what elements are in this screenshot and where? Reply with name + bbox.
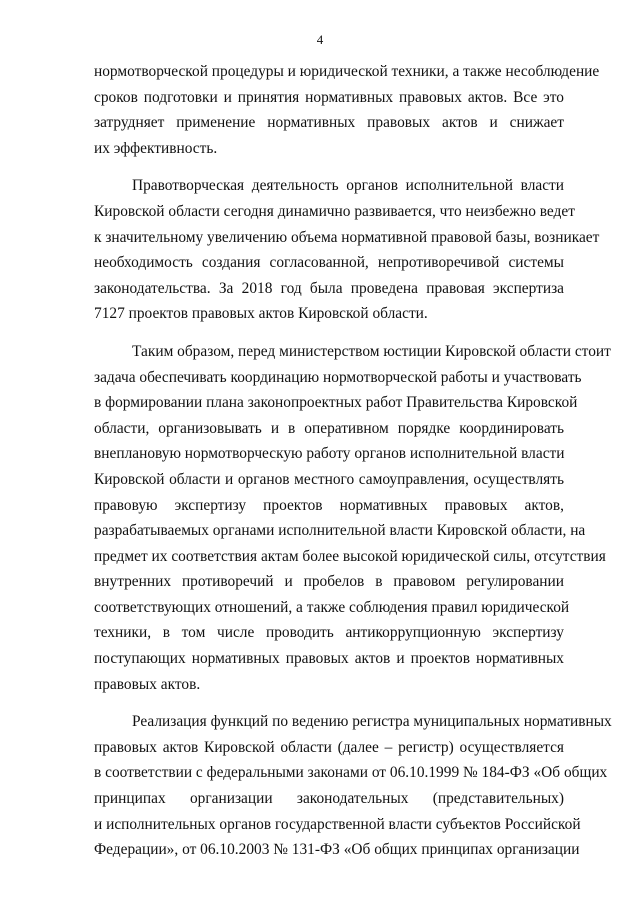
paragraph-4 (94, 709, 612, 863)
text-line: нормотворческой процедуры и юридической техники, а также несоблюдение (94, 63, 600, 80)
text-line: области, организовывать и в оперативном порядке координировать (94, 419, 564, 437)
text-line: сроков подготовки и принятия нормативных правовых актов. Все это (94, 88, 564, 106)
text-line: Кировской области и органов местного самоуправления, осуществлять (94, 470, 564, 488)
paragraph-1 (94, 59, 600, 161)
text-line: соответствующих отношений, а также соблюдения правил юридической (94, 598, 570, 616)
text-line: задача обеспечивать координацию нормотворческой работы и участвовать (94, 368, 582, 386)
text-line: правовых актов. (94, 675, 201, 693)
text-line: необходимость создания согласованной, непротиворечивой системы (94, 254, 564, 272)
paragraph-2 (94, 173, 600, 327)
page-number: 4 (316, 32, 324, 47)
text-line: внеплановую нормотворческую работу органов исполнительной власти (94, 445, 565, 463)
text-line: предмет их соответствия актам более высокой юридической силы, отсутствия (94, 547, 606, 565)
text-line: законодательства. За 2018 год была проведена правовая экспертиза (94, 279, 564, 297)
text-line: Кировской области сегодня динамично развивается, что неизбежно ведет (94, 202, 575, 220)
text-line: Правотворческая деятельность органов исполнительной власти (132, 177, 564, 195)
text-line: внутренних противоречий и пробелов в правовом регулировании (94, 573, 564, 591)
text-line: техники, в том числе проводить антикоррупционную экспертизу (94, 624, 564, 642)
text-line: правовую экспертизу проектов нормативных правовых актов, (94, 496, 564, 514)
text-line: разрабатываемых органами исполнительной власти Кировской области, на (94, 522, 586, 540)
text-line: в соответствии с федеральными законами от 06.10.1999 № 184-ФЗ «Об общих (94, 764, 608, 782)
text-line: Таким образом, перед министерством юстиции Кировской области стоит (132, 342, 611, 360)
document-body (94, 59, 612, 863)
text-line: 7127 проектов правовых актов Кировской области. (94, 305, 428, 323)
text-line: их эффективность. (94, 139, 218, 157)
paragraph-3 (94, 339, 611, 697)
text-line: в формировании плана законопроектных работ Правительства Кировской (94, 394, 578, 412)
text-line: принципах организации законодательных (представительных) (94, 790, 564, 808)
text-line: Реализация функций по ведению регистра муниципальных нормативных (132, 713, 612, 731)
text-line: затрудняет применение нормативных правовых актов и снижает (94, 114, 564, 132)
text-line: к значительному увеличению объема нормативной правовой базы, возникает (94, 228, 600, 246)
text-line: поступающих нормативных правовых актов и проектов нормативных (94, 650, 564, 668)
text-line: и исполнительных органов государственной власти субъектов Российской (94, 815, 581, 833)
text-line: Федерации», от 06.10.2003 № 131-ФЗ «Об общих принципах организации (94, 841, 580, 859)
text-line: правовых актов Кировской области (далее – регистр) осуществляется (94, 738, 564, 756)
